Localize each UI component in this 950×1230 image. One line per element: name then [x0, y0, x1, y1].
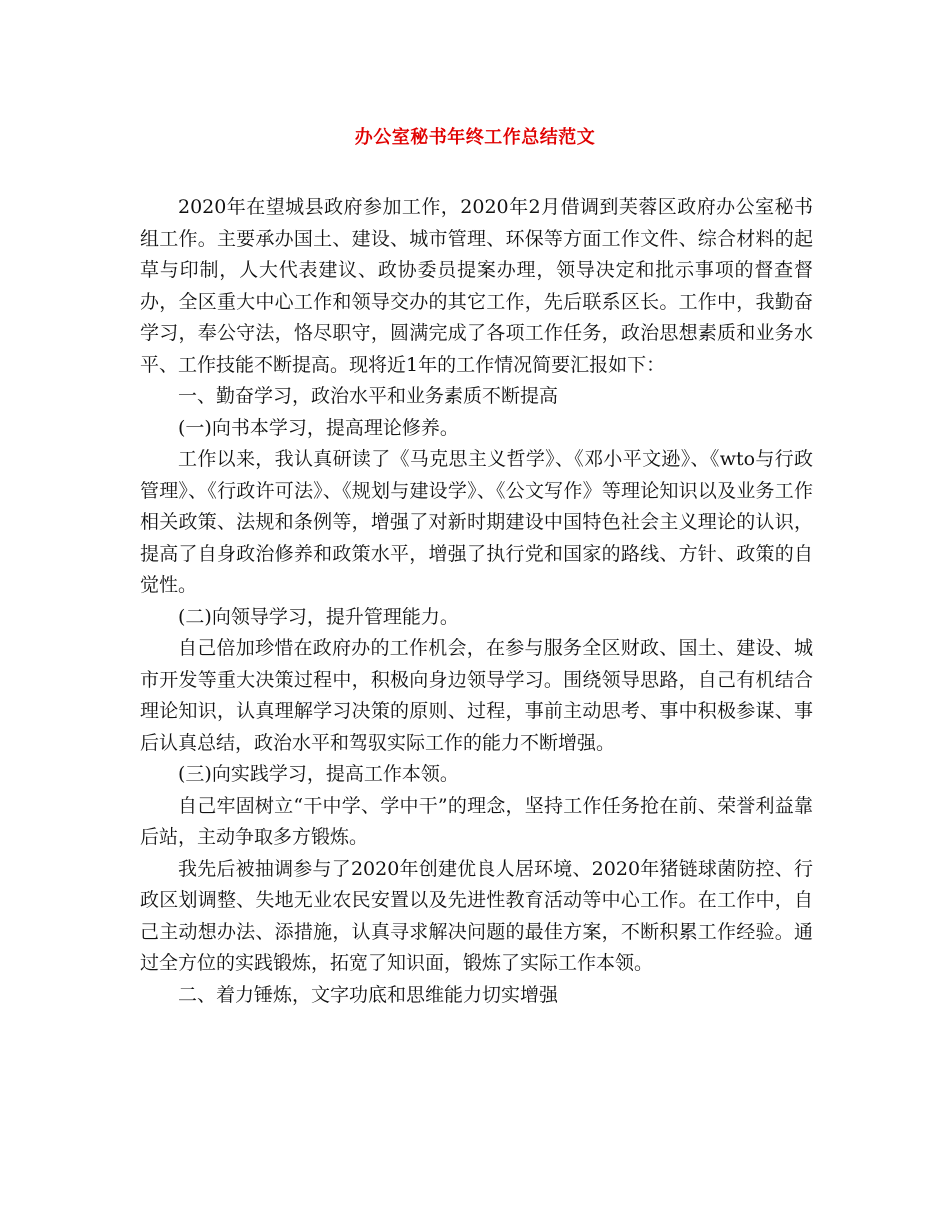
subsection-heading: (三)向实践学习，提高工作本领。	[178, 763, 459, 785]
section-heading: 一、勤奋学习，政治水平和业务素质不断提高	[178, 385, 559, 407]
document-title: 办公室秘书年终工作总结范文	[354, 127, 596, 148]
section-heading: 二、着力锤炼，文字功底和思维能力切实增强	[178, 983, 559, 1006]
subsection-heading: (二)向领导学习，提升管理能力。	[178, 605, 459, 628]
paragraph: 自己倍加珍惜在政府办的工作机会，在参与服务全区财政、国土、建设、城市开发等重大决策过程中，积极向身边领导学习。围绕领导思路，自己有机结合理论知识，认真理解学习决策的原则、过程，事前主动思考、事中积极参谋、事后认真总结，政治水平和驾驭实际工作的能力不断增强。	[140, 637, 813, 754]
paragraph: 2020年在望城县政府参加工作，2020年2月借调到芙蓉区政府办公室秘书组工作。主要承办国土、建设、城市管理、环保等方面工作文件、综合材料的起草与印制，人大代表建议、政协委员提案办理，领导决定和批示事项的督查督办，全区重大中心工作和领导交办的其它工作，先后联系区长。工作中，我勤奋学习，奉公守法，恪尽职守，圆满完成了各项工作任务，政治思想素质和业务水平、工作技能不断提高。现将近1年的工作情况简要汇报如下：	[140, 196, 813, 376]
document-body	[140, 192, 813, 1011]
paragraph: 工作以来，我认真研读了《马克思主义哲学》、《邓小平文逊》、《wto与行政管理》、《行政许可法》、《规划与建设学》、《公文写作》等理论知识以及业务工作相关政策、法规和条例等，增强了对新时期建设中国特色社会主义理论的认识，提高了自身政治修养和政策水平，增强了执行党和国家的路线、方针、政策的自觉性。	[140, 448, 813, 596]
paragraph: 我先后被抽调参与了2020年创建优良人居环境、2020年猪链球菌防控、行政区划调整、失地无业农民安置以及先进性教育活动等中心工作。在工作中，自己主动想办法、添措施，认真寻求解决问题的最佳方案，不断积累工作经验。通过全方位的实践锻炼，拓宽了知识面，锻炼了实际工作本领。	[140, 857, 813, 974]
subsection-heading: (一)向书本学习，提高理论修养。	[178, 416, 459, 439]
paragraph: 自己牢固树立“干中学、学中干”的理念，坚持工作任务抢在前、荣誉利益靠后站，主动争取多方锻炼。	[140, 794, 813, 848]
